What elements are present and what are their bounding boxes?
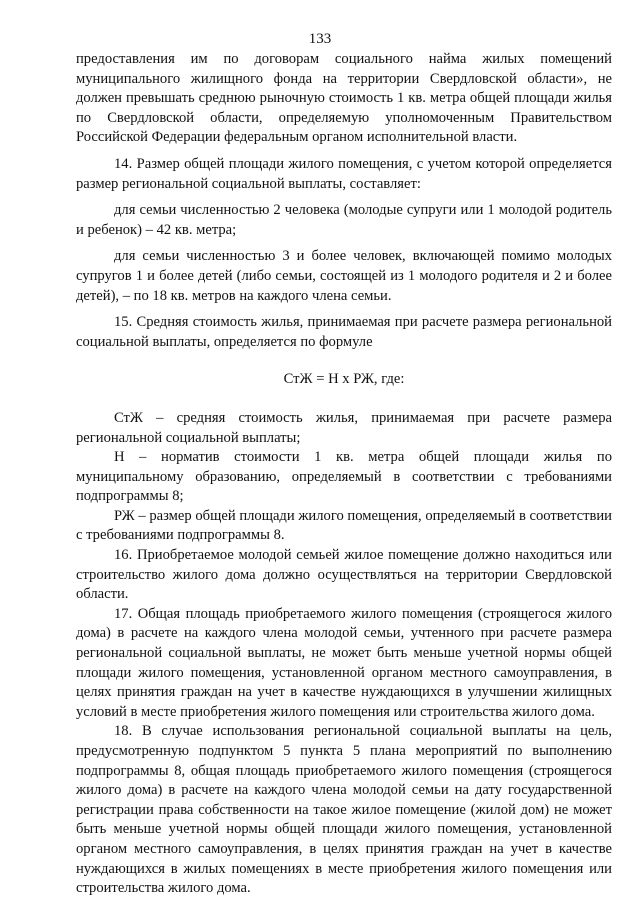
paragraph-item-16: 16. Приобретаемое молодой семьей жилое помещение должно находиться или строительство жилого дома должно осуществляться на территории Свердловской области. xyxy=(76,547,612,603)
paragraph-continuation: предоставления им по договорам социального найма жилых помещений муниципального жилищного фонда на территории Свердловской области», не должен превышать среднюю рыночную стоимость 1 кв. метра общей площади жилья по Свердловской области, определяемую уполномоченным Правительством Российской Федерации федеральным органом исполнительной власти. xyxy=(76,51,612,146)
paragraph-item-17: 17. Общая площадь приобретаемого жилого помещения (строящегося жилого дома) в расчете на каждого члена молодой семьи, учтенного при расчете размера региональной социальной выплаты, не может быть меньше учетной нормы общей площади жилого помещения, установленной органом местного самоуправления, в целях принятия граждан на учет в качестве нуждающихся в улучшении жилищных условий в месте приобретения жилого помещения или строительства жилого дома. xyxy=(76,605,612,720)
paragraph-item-14: 14. Размер общей площади жилого помещения, с учетом которой определяется размер региональной социальной выплаты, составляет: xyxy=(76,155,612,192)
definition-n: Н – норматив стоимости 1 кв. метра общей площади жилья по муниципальному образованию, определяемый в соответствии с требованиями подпрограммы 8; xyxy=(76,449,612,505)
formula: СтЖ = Н х РЖ, где: xyxy=(283,371,405,388)
paragraph-item-15: 15. Средняя стоимость жилья, принимаемая при расчете размера региональной социальной выплаты, определяется по формуле xyxy=(76,314,612,350)
paragraph-family-of-two: для семьи численностью 2 человека (молодые супруги или 1 молодой родитель и ребенок) – 42 кв. метра; xyxy=(76,202,612,238)
definition-rzh: РЖ – размер общей площади жилого помещения, определяемый в соответствии с требованиями подпрограммы 8. xyxy=(76,507,612,544)
page-number: 133 xyxy=(308,31,332,47)
definition-stzh: СтЖ – средняя стоимость жилья, принимаемая при расчете размера региональной социальной выплаты; xyxy=(76,409,612,446)
document-body xyxy=(76,50,612,899)
paragraph-family-of-three: для семьи численностью 3 и более человек, включающей помимо молодых супругов 1 и более детей (либо семьи, состоящей из 1 молодого родителя и 2 и более детей), – по 18 кв. метров на каждого члена семьи. xyxy=(76,248,612,304)
paragraph-item-18: 18. В случае использования региональной социальной выплаты на цель, предусмотренную подпунктом 5 пункта 5 плана мероприятий по выполнению подпрограммы 8, общая площадь приобретаемого жилого помещения (строящегося жилого дома) в расчете на каждого члена молодой семьи на дату государственной регистрации права собственности на такое жилое помещение (жилой дом) не может быть меньше учетной нормы общей площади жилого помещения, установленной органом местного самоуправления, в целях принятия граждан на учет в качестве нуждающихся в жилых помещениях в месте приобретения жилого помещения или строительства жилого дома. xyxy=(76,723,612,897)
